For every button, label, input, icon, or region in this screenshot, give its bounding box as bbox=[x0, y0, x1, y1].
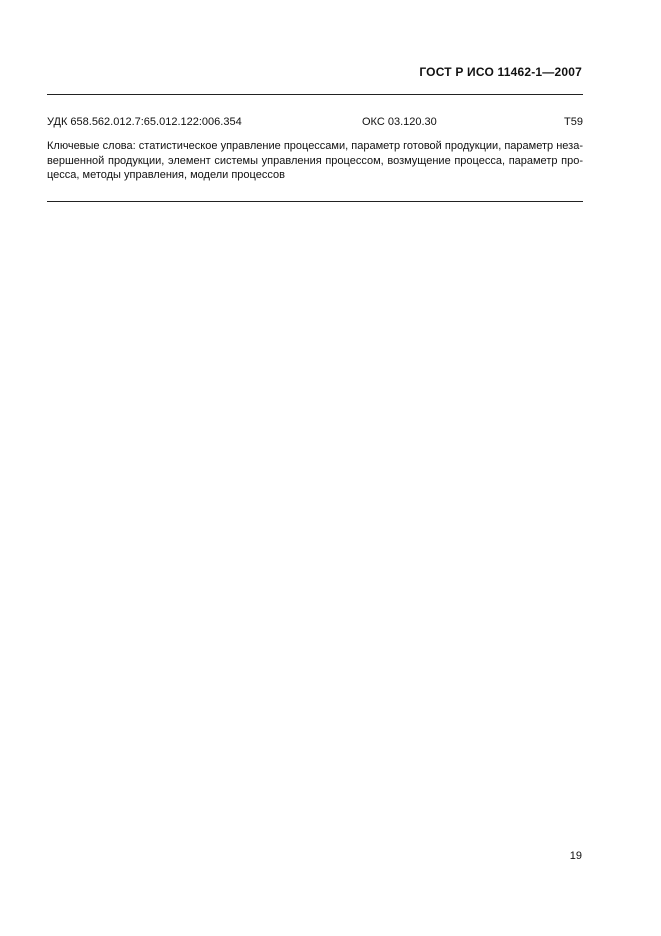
keywords-line: цесса, методы управления, модели процессов bbox=[47, 169, 285, 181]
oks-code: ОКС 03.120.30 bbox=[362, 116, 437, 128]
keywords-paragraph bbox=[47, 139, 583, 183]
top-divider bbox=[47, 94, 583, 95]
page-number: 19 bbox=[569, 850, 582, 862]
standard-code: ГОСТ Р ИСО 11462-1—2007 bbox=[419, 65, 582, 79]
t-code: Т59 bbox=[564, 116, 583, 128]
classification-row bbox=[47, 116, 583, 132]
bottom-divider bbox=[47, 201, 583, 202]
keywords-line: вершенной продукции, элемент системы управления процессом, возмущение процесса, параметр про- bbox=[47, 154, 583, 167]
keywords-line: Ключевые слова: статистическое управление процессами, параметр готовой продукции, параметр неза- bbox=[47, 140, 583, 152]
udk-code: УДК 658.562.012.7:65.012.122:006.354 bbox=[47, 116, 242, 128]
